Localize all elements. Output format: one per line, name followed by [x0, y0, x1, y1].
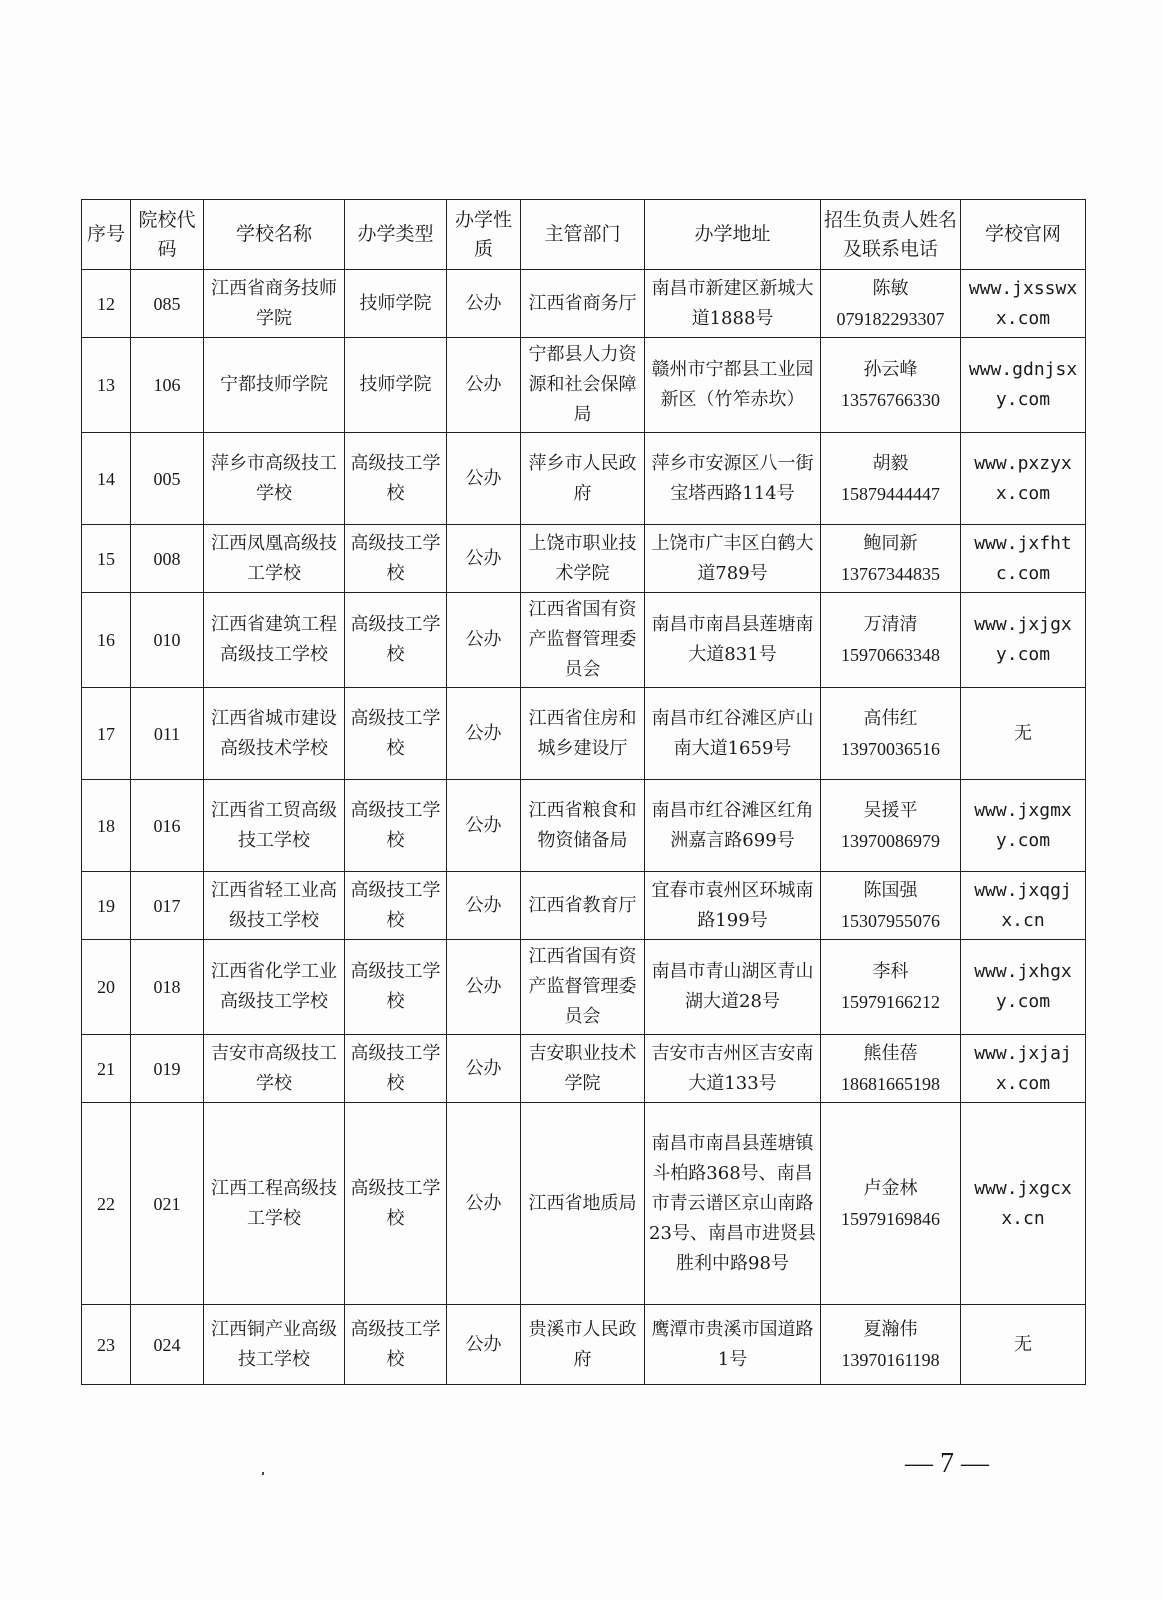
- row-code: 005: [131, 433, 204, 525]
- contact-person: 夏瀚伟: [863, 1318, 918, 1340]
- row-school-name: 江西凤凰高级技工学校: [204, 525, 345, 593]
- row-seq: 16: [82, 593, 131, 688]
- row-dept: 贵溪市人民政府: [521, 1305, 645, 1385]
- contact-phone: 13970036516: [841, 738, 940, 759]
- row-address: 鹰潭市贵溪市国道路1号: [645, 1305, 821, 1385]
- row-website: www.pxzyxx.com: [961, 433, 1086, 525]
- table-row: [82, 525, 1086, 593]
- row-dept: 上饶市职业技术学院: [521, 525, 645, 593]
- header-seq: 序号: [82, 200, 131, 270]
- contact-phone: 15879444447: [841, 483, 940, 504]
- row-code: 016: [131, 780, 204, 872]
- row-type: 高级技工学校: [345, 1103, 447, 1305]
- row-type: 高级技工学校: [345, 593, 447, 688]
- row-website: www.gdnjsxy.com: [961, 338, 1086, 433]
- row-seq: 20: [82, 940, 131, 1035]
- row-website: www.jxfhtc.com: [961, 525, 1086, 593]
- header-name: 学校名称: [204, 200, 345, 270]
- table-row: [82, 270, 1086, 338]
- row-dept: 江西省住房和城乡建设厅: [521, 688, 645, 780]
- row-website: 无: [961, 688, 1086, 780]
- contact-person: 熊佳蓓: [863, 1042, 918, 1064]
- row-contact: [821, 688, 961, 780]
- contact-person: 高伟红: [863, 707, 918, 729]
- row-code: 085: [131, 270, 204, 338]
- row-address: 南昌市南昌县莲塘南大道831号: [645, 593, 821, 688]
- row-address: 赣州市宁都县工业园新区（竹笮赤坎）: [645, 338, 821, 433]
- table-row: [82, 1305, 1086, 1385]
- header-addr: 办学地址: [645, 200, 821, 270]
- row-website: 无: [961, 1305, 1086, 1385]
- contact-person: 鲍同新: [863, 532, 918, 554]
- row-address: 南昌市新建区新城大道1888号: [645, 270, 821, 338]
- contact-person: 陈国强: [863, 879, 918, 901]
- row-type: 高级技工学校: [345, 433, 447, 525]
- row-address: 南昌市红谷滩区红角洲嘉言路699号: [645, 780, 821, 872]
- row-dept: 江西省国有资产监督管理委员会: [521, 940, 645, 1035]
- page-number: — 7 —: [905, 1448, 989, 1479]
- row-seq: 18: [82, 780, 131, 872]
- row-address: 南昌市青山湖区青山湖大道28号: [645, 940, 821, 1035]
- row-contact: [821, 1103, 961, 1305]
- row-code: 106: [131, 338, 204, 433]
- row-website: www.jxjajx.com: [961, 1035, 1086, 1103]
- row-dept: 江西省地质局: [521, 1103, 645, 1305]
- row-school-name: 江西省工贸高级技工学校: [204, 780, 345, 872]
- row-dept: 江西省国有资产监督管理委员会: [521, 593, 645, 688]
- contact-phone: 18681665198: [841, 1073, 940, 1094]
- row-type: 高级技工学校: [345, 940, 447, 1035]
- row-school-name: 江西省轻工业高级技工学校: [204, 872, 345, 940]
- row-type: 高级技工学校: [345, 525, 447, 593]
- row-address: 吉安市吉州区吉安南大道133号: [645, 1035, 821, 1103]
- row-nature: 公办: [447, 433, 521, 525]
- row-address: 萍乡市安源区八一街宝塔西路114号: [645, 433, 821, 525]
- row-dept: 江西省粮食和物资储备局: [521, 780, 645, 872]
- row-code: 011: [131, 688, 204, 780]
- contact-phone: 15970663348: [841, 645, 940, 665]
- contact-person: 陈敏: [872, 277, 909, 299]
- contact-phone: 15979166212: [841, 992, 940, 1012]
- row-seq: 23: [82, 1305, 131, 1385]
- row-code: 018: [131, 940, 204, 1035]
- row-type: 高级技工学校: [345, 780, 447, 872]
- row-seq: 19: [82, 872, 131, 940]
- row-dept: 宁都县人力资源和社会保障局: [521, 338, 645, 433]
- header-site: 学校官网: [961, 200, 1086, 270]
- row-website: www.jxgmxy.com: [961, 780, 1086, 872]
- row-nature: 公办: [447, 270, 521, 338]
- row-type: 高级技工学校: [345, 1305, 447, 1385]
- header-code: 院校代码: [131, 200, 204, 270]
- row-school-name: 江西省城市建设高级技术学校: [204, 688, 345, 780]
- row-address: 宜春市袁州区环城南路199号: [645, 872, 821, 940]
- contact-phone: 15307955076: [841, 910, 940, 931]
- row-seq: 15: [82, 525, 131, 593]
- row-code: 017: [131, 872, 204, 940]
- contact-phone: 13970161198: [841, 1349, 940, 1370]
- table-row: [82, 940, 1086, 1035]
- row-code: 021: [131, 1103, 204, 1305]
- contact-person: 胡毅: [872, 452, 909, 474]
- scan-mark: [262, 1472, 264, 1475]
- table-row: [82, 780, 1086, 872]
- row-code: 010: [131, 593, 204, 688]
- table-row: [82, 688, 1086, 780]
- table-row: [82, 872, 1086, 940]
- table-row: [82, 1035, 1086, 1103]
- row-website: www.jxhgxy.com: [961, 940, 1086, 1035]
- row-website: www.jxsswxx.com: [961, 270, 1086, 338]
- row-school-name: 江西省建筑工程高级技工学校: [204, 593, 345, 688]
- row-nature: 公办: [447, 940, 521, 1035]
- row-seq: 14: [82, 433, 131, 525]
- row-nature: 公办: [447, 872, 521, 940]
- row-school-name: 宁都技师学院: [204, 338, 345, 433]
- row-contact: [821, 593, 961, 688]
- contact-phone: 079182293307: [836, 308, 945, 329]
- row-school-name: 吉安市高级技工学校: [204, 1035, 345, 1103]
- row-address: 上饶市广丰区白鹤大道789号: [645, 525, 821, 593]
- row-contact: [821, 780, 961, 872]
- row-school-name: 江西工程高级技工学校: [204, 1103, 345, 1305]
- row-dept: 江西省商务厅: [521, 270, 645, 338]
- row-school-name: 江西铜产业高级技工学校: [204, 1305, 345, 1385]
- contact-phone: 13970086979: [841, 830, 940, 851]
- row-contact: [821, 872, 961, 940]
- row-contact: [821, 433, 961, 525]
- row-contact: [821, 270, 961, 338]
- contact-person: 吴援平: [863, 799, 918, 821]
- row-contact: [821, 1305, 961, 1385]
- row-dept: 江西省教育厅: [521, 872, 645, 940]
- header-nature: 办学性质: [447, 200, 521, 270]
- row-school-name: 江西省商务技师学院: [204, 270, 345, 338]
- contact-person: 万清清: [863, 614, 918, 635]
- row-dept: 吉安职业技术学院: [521, 1035, 645, 1103]
- row-seq: 13: [82, 338, 131, 433]
- row-contact: [821, 525, 961, 593]
- row-nature: 公办: [447, 593, 521, 688]
- row-code: 024: [131, 1305, 204, 1385]
- row-code: 019: [131, 1035, 204, 1103]
- row-contact: [821, 940, 961, 1035]
- row-nature: 公办: [447, 338, 521, 433]
- row-seq: 17: [82, 688, 131, 780]
- header-contact: 招生负责人姓名及联系电话: [821, 200, 961, 270]
- row-dept: 萍乡市人民政府: [521, 433, 645, 525]
- row-seq: 12: [82, 270, 131, 338]
- row-website: www.jxjgxy.com: [961, 593, 1086, 688]
- table-row: [82, 593, 1086, 688]
- contact-phone: 13767344835: [841, 563, 940, 584]
- row-type: 高级技工学校: [345, 872, 447, 940]
- row-nature: 公办: [447, 688, 521, 780]
- row-nature: 公办: [447, 525, 521, 593]
- table-row: [82, 1103, 1086, 1305]
- row-seq: 22: [82, 1103, 131, 1305]
- row-school-name: 萍乡市高级技工学校: [204, 433, 345, 525]
- table-row: [82, 433, 1086, 525]
- contact-person: 卢金林: [863, 1177, 918, 1199]
- row-type: 高级技工学校: [345, 688, 447, 780]
- contact-person: 孙云峰: [863, 359, 918, 380]
- row-nature: 公办: [447, 1305, 521, 1385]
- row-address: 南昌市南昌县莲塘镇斗柏路368号、南昌市青云谱区京山南路23号、南昌市进贤县胜利中路98号: [645, 1103, 821, 1305]
- contact-phone: 13576766330: [841, 390, 940, 410]
- row-type: 技师学院: [345, 338, 447, 433]
- row-seq: 21: [82, 1035, 131, 1103]
- row-school-name: 江西省化学工业高级技工学校: [204, 940, 345, 1035]
- header-row: [82, 200, 1086, 270]
- row-nature: 公办: [447, 780, 521, 872]
- school-table: [81, 199, 1086, 1385]
- table-row: [82, 338, 1086, 433]
- row-nature: 公办: [447, 1103, 521, 1305]
- row-nature: 公办: [447, 1035, 521, 1103]
- row-website: www.jxgcxx.cn: [961, 1103, 1086, 1305]
- contact-phone: 15979169846: [841, 1208, 940, 1229]
- header-dept: 主管部门: [521, 200, 645, 270]
- row-type: 技师学院: [345, 270, 447, 338]
- row-contact: [821, 338, 961, 433]
- row-address: 南昌市红谷滩区庐山南大道1659号: [645, 688, 821, 780]
- row-code: 008: [131, 525, 204, 593]
- row-contact: [821, 1035, 961, 1103]
- row-type: 高级技工学校: [345, 1035, 447, 1103]
- header-type: 办学类型: [345, 200, 447, 270]
- row-website: www.jxqgjx.cn: [961, 872, 1086, 940]
- contact-person: 李科: [872, 961, 909, 982]
